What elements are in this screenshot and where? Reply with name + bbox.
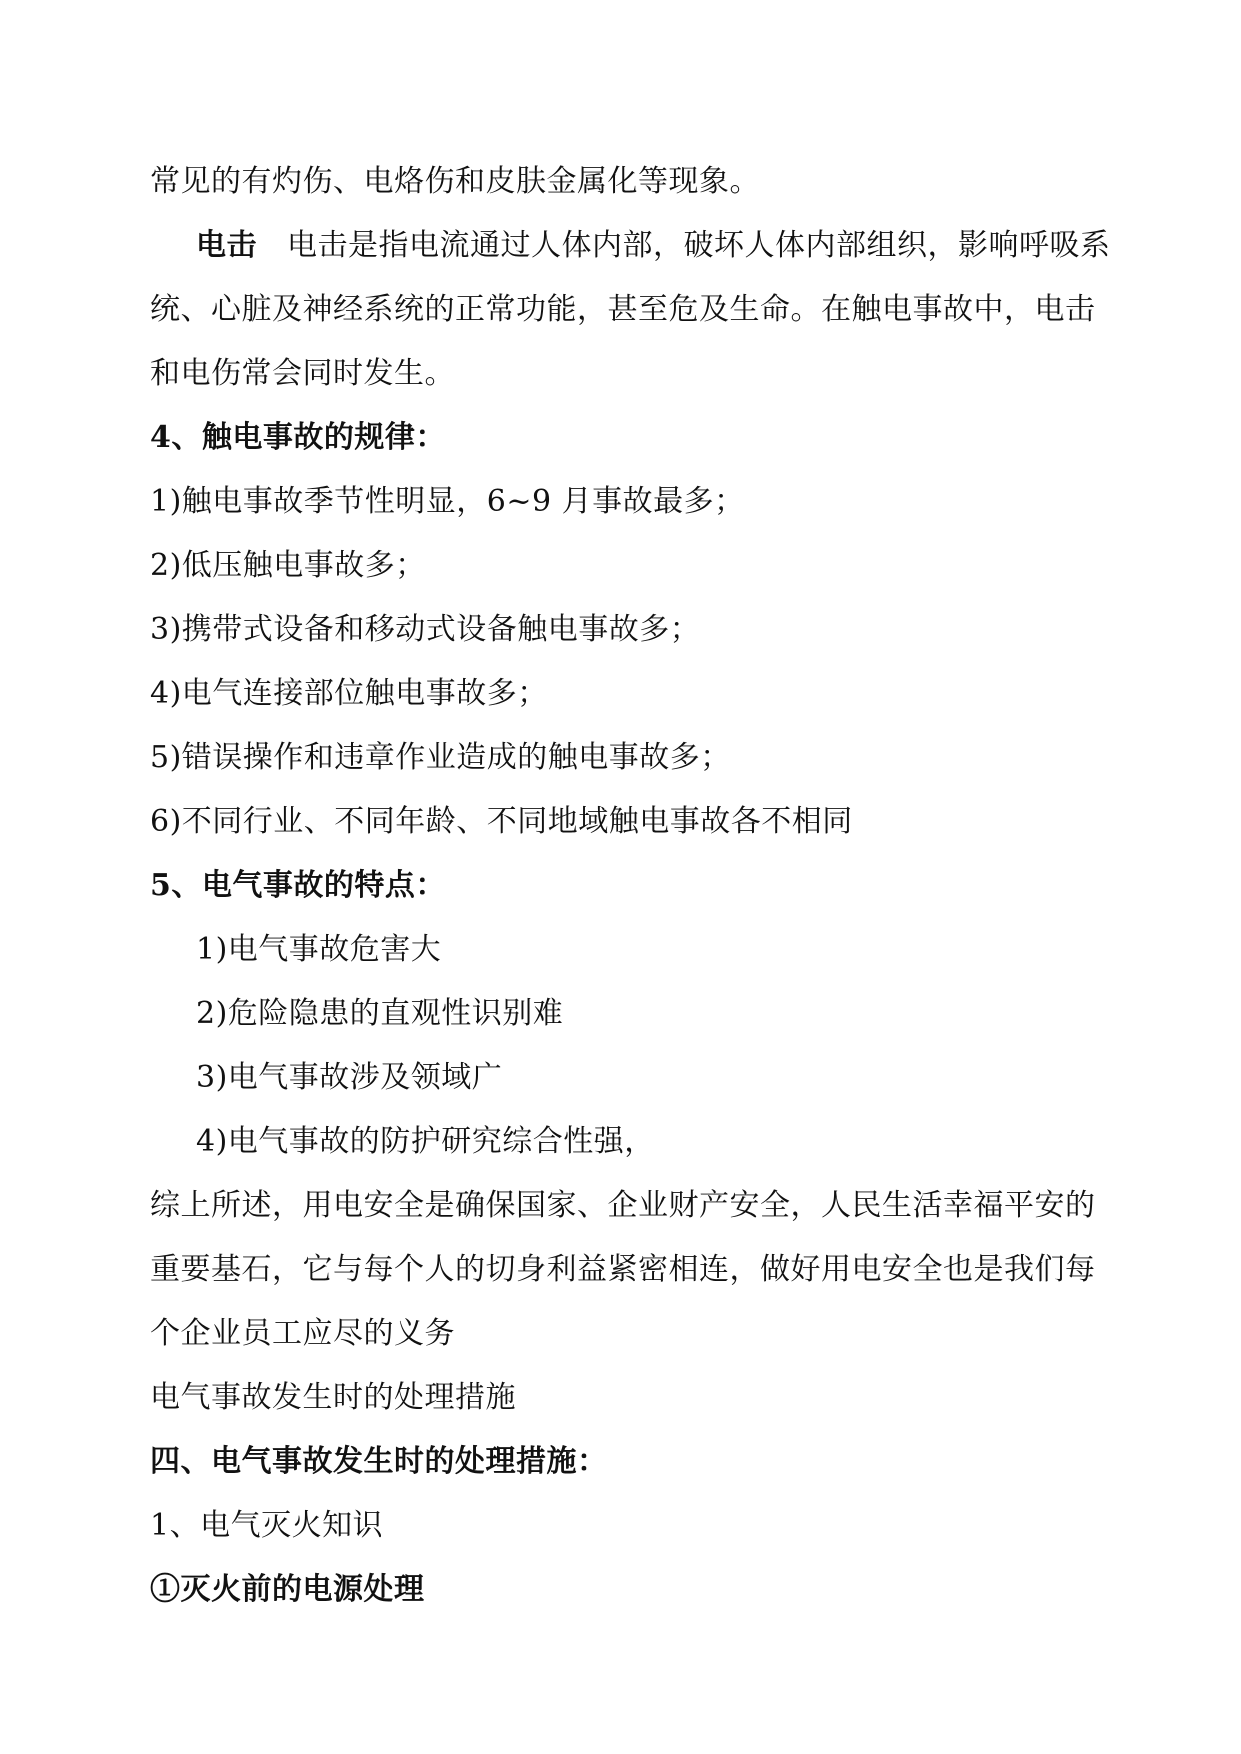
list-item: 4)电气事故的防护研究综合性强，	[196, 1124, 655, 1159]
summary-line: 个企业员工应尽的义务	[150, 1316, 455, 1351]
list-item: 4)电气连接部位触电事故多；	[150, 676, 548, 711]
term-electric-shock: 电击	[196, 228, 257, 263]
section-heading-four: 四、电气事故发生时的处理措施：	[150, 1444, 608, 1479]
heading-accident-characteristics: 5、电气事故的特点：	[150, 868, 446, 903]
list-item: 5)错误操作和违章作业造成的触电事故多；	[150, 740, 731, 775]
plain-line: 电气事故发生时的处理措施	[150, 1380, 516, 1415]
paragraph-line: 和电伤常会同时发生。	[150, 356, 455, 391]
subsection-heading: ①灭火前的电源处理	[150, 1572, 425, 1607]
summary-line: 重要基石，它与每个人的切身利益紧密相连，做好用电安全也是我们每	[150, 1252, 1096, 1287]
list-item: 3)携带式设备和移动式设备触电事故多；	[150, 612, 701, 647]
list-item: 1)触电事故季节性明显，6~9 月事故最多；	[150, 484, 745, 519]
list-item: 2)低压触电事故多；	[150, 548, 426, 583]
heading-accident-patterns: 4、触电事故的规律：	[150, 420, 446, 455]
paragraph-line-electric-shock	[196, 226, 1111, 266]
list-item: 1)电气事故危害大	[196, 932, 442, 967]
list-item: 3)电气事故涉及领域广	[196, 1060, 503, 1095]
definition-text: 电击是指电流通过人体内部，破坏人体内部组织，影响呼吸系	[287, 228, 1111, 263]
subsection-line: 1、电气灭火知识	[150, 1508, 384, 1543]
list-item: 6)不同行业、不同年龄、不同地域触电事故各不相同	[150, 804, 853, 839]
paragraph-line-burns: 常见的有灼伤、电烙伤和皮肤金属化等现象。	[150, 164, 760, 199]
summary-line: 综上所述，用电安全是确保国家、企业财产安全，人民生活幸福平安的	[150, 1188, 1096, 1223]
list-item: 2)危险隐患的直观性识别难	[196, 996, 564, 1031]
paragraph-line: 统、心脏及神经系统的正常功能，甚至危及生命。在触电事故中，电击	[150, 292, 1096, 327]
